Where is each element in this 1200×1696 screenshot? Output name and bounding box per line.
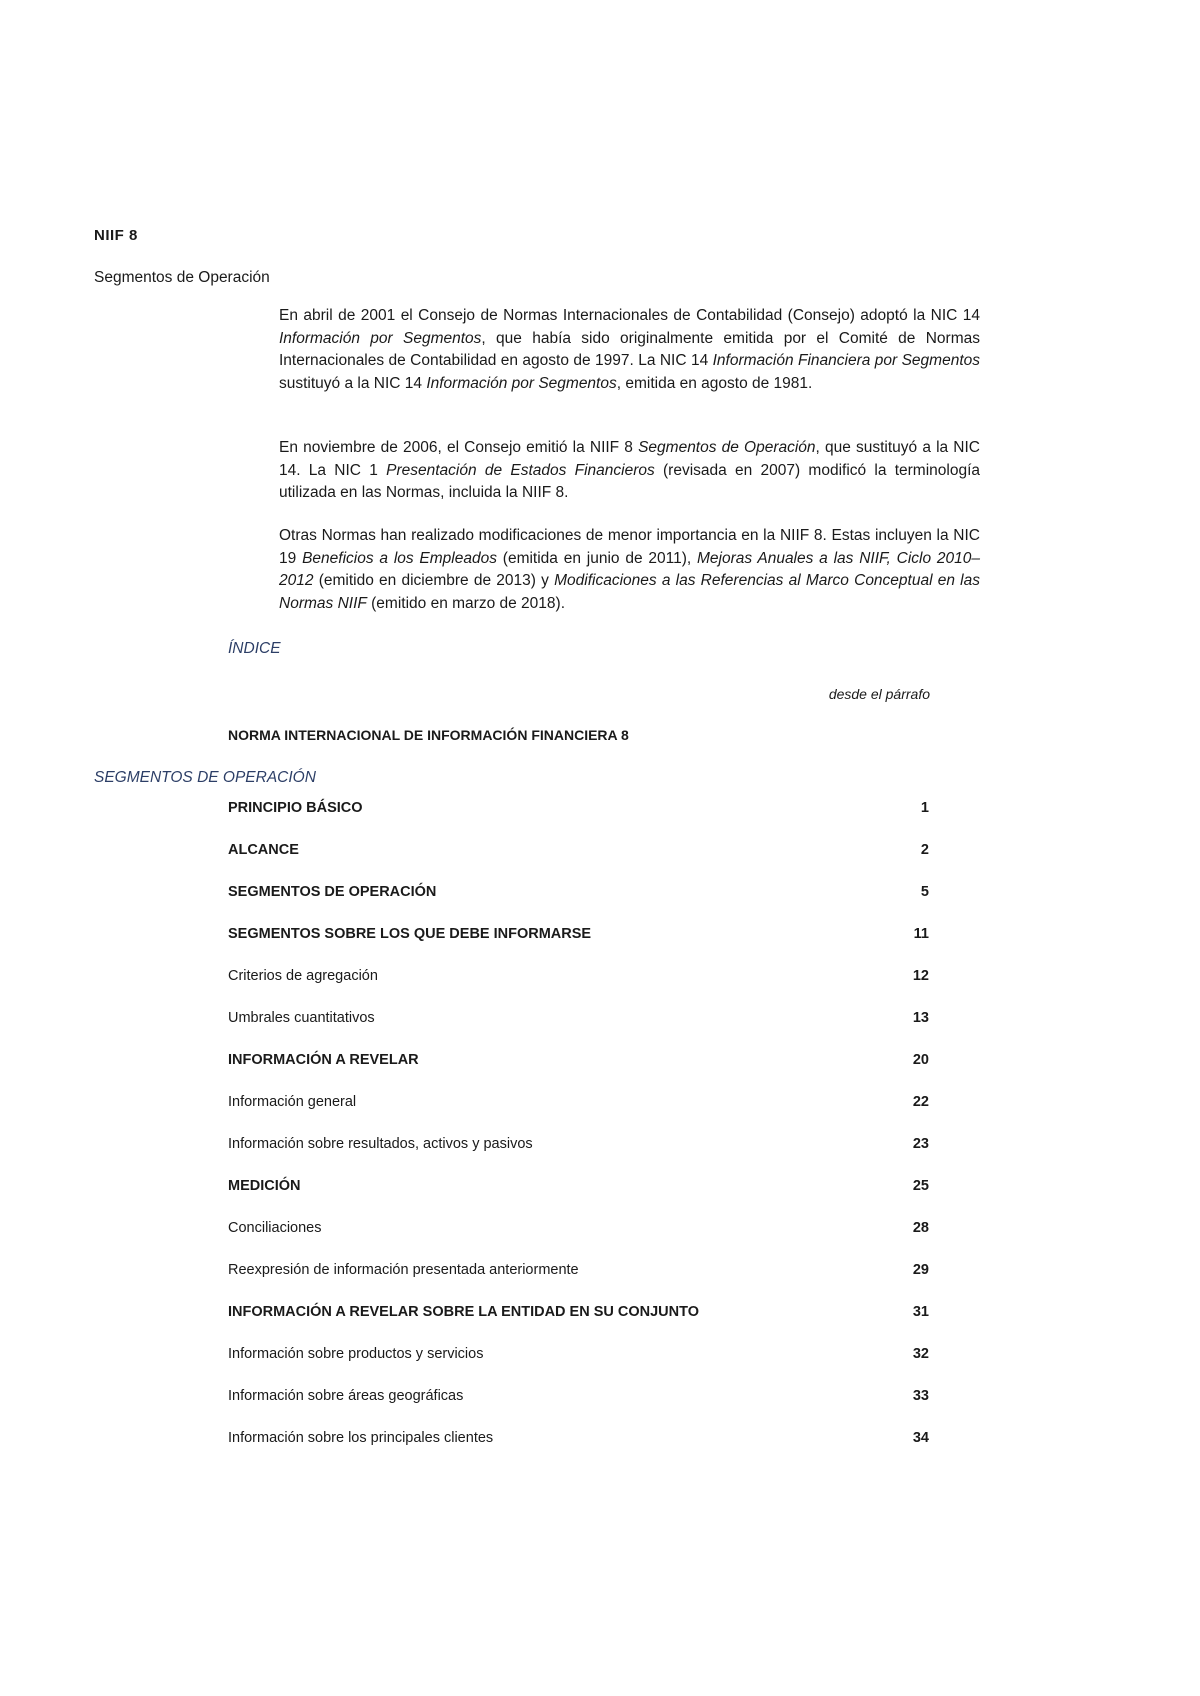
toc-entry-paragraph: 12: [912, 968, 929, 984]
paragraph-column-header: desde el párrafo: [828, 686, 930, 702]
toc-entry-label: Información sobre áreas geográficas: [228, 1388, 464, 1404]
toc-entry-label: SEGMENTOS DE OPERACIÓN: [228, 884, 437, 900]
toc-entry-label: INFORMACIÓN A REVELAR: [228, 1052, 419, 1068]
toc-entry[interactable]: [228, 1094, 929, 1136]
toc-entry[interactable]: [228, 884, 929, 926]
toc-entry-paragraph: 11: [913, 926, 929, 942]
toc-entry-label: SEGMENTOS SOBRE LOS QUE DEBE INFORMARSE: [228, 926, 592, 942]
toc-entry-paragraph: 22: [912, 1094, 929, 1110]
toc-entry-paragraph: 33: [912, 1388, 929, 1404]
toc-entry-label: PRINCIPIO BÁSICO: [228, 800, 363, 816]
toc-entry-label: Umbrales cuantitativos: [228, 1010, 375, 1026]
toc-entry-label: INFORMACIÓN A REVELAR SOBRE LA ENTIDAD EN SU CONJUNTO: [228, 1304, 700, 1320]
text-run: sustituyó a la NIC 14: [279, 374, 427, 392]
text-run: , que había sido originalmente emitida por el Comité de Normas Internacionales de Contabilidad en agosto de 1997. La NIC 14: [279, 329, 980, 369]
section-title: SEGMENTOS DE OPERACIÓN: [94, 769, 316, 786]
toc-entry-paragraph: 20: [912, 1052, 929, 1068]
standard-title-ref: Segmentos de Operación: [638, 439, 816, 456]
text-run: En abril de 2001 el Consejo de Normas Internacionales de Contabilidad (Consejo) adoptó la NIC 14: [279, 307, 980, 324]
standard-title-ref: Beneficios a los Empleados: [302, 549, 497, 567]
standard-title-ref: Mejoras Anuales a las NIIF, Ciclo 2010–2012: [279, 549, 980, 589]
toc-entry[interactable]: [228, 1388, 929, 1430]
standard-title-ref: Información por Segmentos: [279, 329, 482, 347]
toc-entry-label: Información sobre productos y servicios: [228, 1346, 484, 1362]
toc-entry[interactable]: [228, 1178, 929, 1220]
text-run: (emitida en junio de 2011),: [496, 549, 697, 567]
toc-entry-paragraph: 13: [912, 1010, 929, 1026]
standard-title-ref: Presentación de Estados Financieros: [386, 461, 655, 479]
toc-entry-paragraph: 28: [912, 1220, 929, 1236]
toc-entry[interactable]: [228, 1430, 929, 1472]
document-title: Segmentos de Operación: [94, 269, 270, 286]
toc-entry[interactable]: [228, 926, 929, 968]
toc-entry-paragraph: 32: [912, 1346, 929, 1362]
toc-entry[interactable]: [228, 800, 929, 842]
toc-entry[interactable]: [228, 1136, 929, 1178]
intro-paragraph-1: [279, 305, 980, 395]
intro-paragraph-3: [279, 525, 980, 615]
standard-title-ref: Modificaciones a las Referencias al Marco Conceptual en las Normas NIIF: [279, 572, 980, 612]
toc-entry-label: Información sobre los principales clientes: [228, 1430, 494, 1446]
standard-title-ref: Información Financiera por Segmentos: [712, 352, 980, 369]
text-run: En noviembre de 2006, el Consejo emitió la NIIF 8: [279, 439, 639, 456]
text-run: (revisada en 2007) modificó la terminología utilizada en las Normas, incluida la NIIF 8.: [279, 461, 981, 501]
toc-entry[interactable]: [228, 1220, 929, 1262]
toc-entry-label: ALCANCE: [228, 842, 299, 858]
toc-entry-paragraph: 23: [912, 1136, 929, 1152]
toc-entry-paragraph: 5: [920, 884, 929, 900]
toc-entry-label: Información general: [228, 1094, 357, 1110]
document-code: NIIF 8: [94, 227, 138, 244]
toc-entry[interactable]: [228, 842, 929, 884]
toc-entry[interactable]: [228, 1304, 929, 1346]
toc-entry-paragraph: 1: [920, 800, 929, 816]
toc-entry[interactable]: [228, 1262, 929, 1304]
standard-title-ref: Información por Segmentos: [426, 374, 617, 392]
text-run: Otras Normas han realizado modificaciones de menor importancia en la NIIF 8. Estas incluyen la NIC 19: [279, 527, 980, 567]
toc-entry-paragraph: 25: [912, 1178, 929, 1194]
toc-entry-paragraph: 29: [912, 1262, 929, 1278]
text-run: , que sustituyó a la NIC 14. La NIC 1: [279, 439, 980, 479]
text-run: , emitida en agosto de 1981.: [616, 374, 813, 392]
toc-entry-paragraph: 31: [912, 1304, 929, 1320]
toc-entry-label: Conciliaciones: [228, 1220, 322, 1236]
toc-entry-paragraph: 2: [920, 842, 929, 858]
toc-entry[interactable]: [228, 1346, 929, 1388]
toc-entry-label: Información sobre resultados, activos y pasivos: [228, 1136, 533, 1152]
toc-entry[interactable]: [228, 968, 929, 1010]
toc-entry-paragraph: 34: [912, 1430, 929, 1446]
toc-entry[interactable]: [228, 1052, 929, 1094]
text-run: (emitido en marzo de 2018).: [366, 594, 565, 612]
intro-paragraph-2: [279, 437, 980, 505]
toc-entry[interactable]: [228, 1010, 929, 1052]
table-of-contents: [228, 800, 929, 1472]
toc-entry-label: MEDICIÓN: [228, 1178, 301, 1194]
standard-name: NORMA INTERNACIONAL DE INFORMACIÓN FINANCIERA 8: [228, 727, 629, 743]
text-run: (emitido en diciembre de 2013) y: [313, 572, 555, 589]
toc-entry-label: Reexpresión de información presentada anteriormente: [228, 1262, 579, 1278]
toc-entry-label: Criterios de agregación: [228, 968, 378, 984]
index-title: ÍNDICE: [228, 640, 281, 657]
